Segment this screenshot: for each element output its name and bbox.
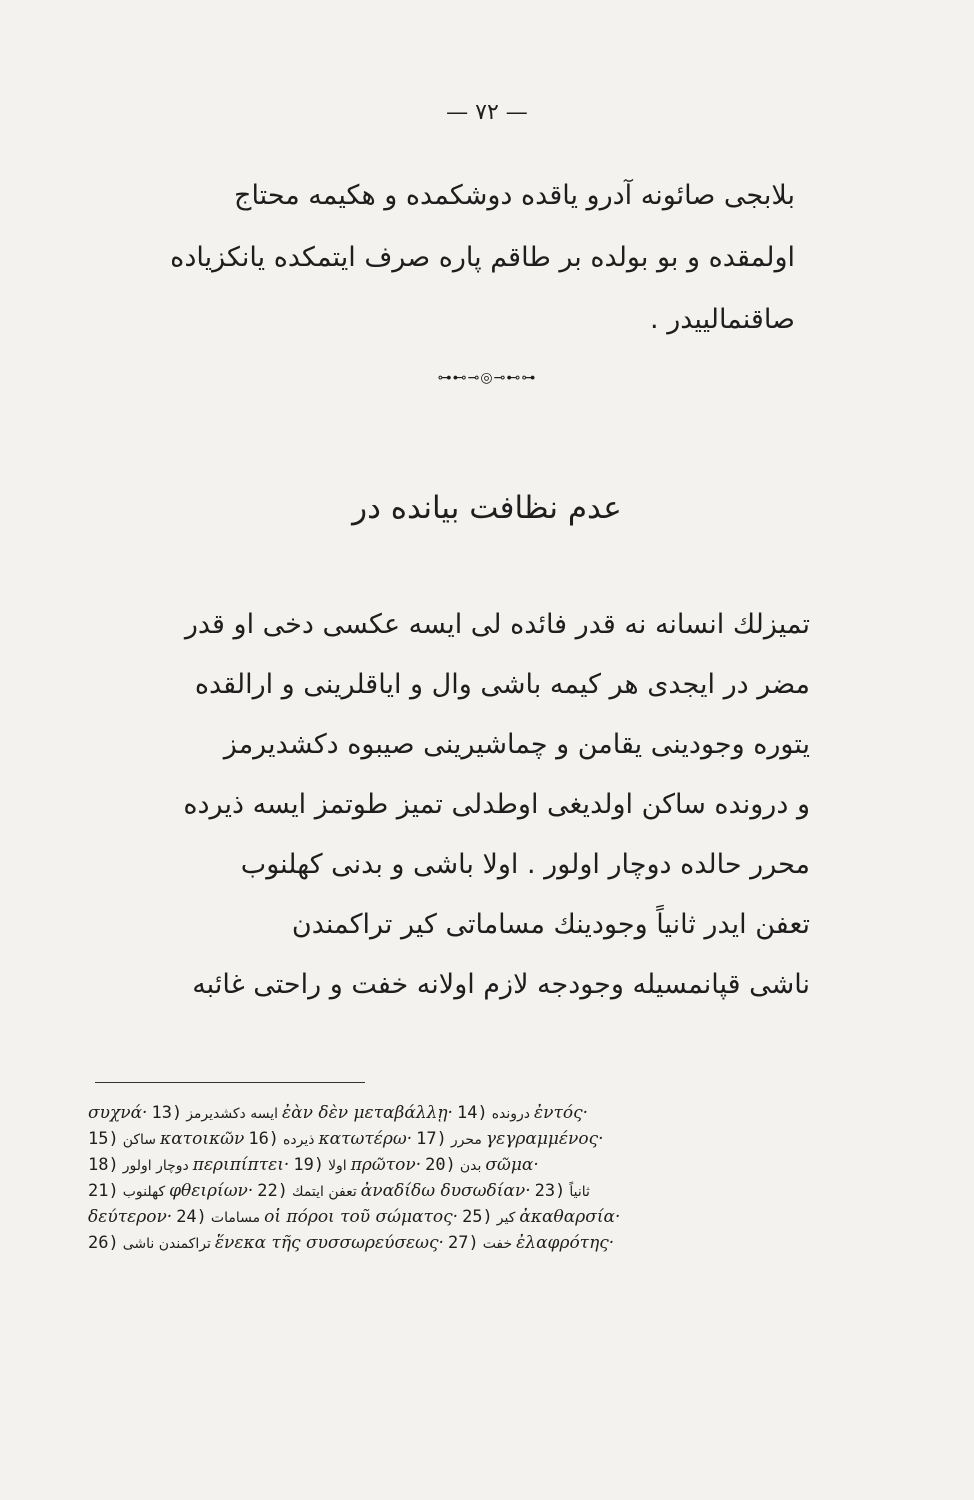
- footnote-number: 25): [462, 1207, 493, 1227]
- footnote-number: 19): [293, 1155, 325, 1175]
- footnote-term: ساكن: [122, 1132, 157, 1148]
- footnote-translation: κατοικῶν: [160, 1129, 245, 1149]
- text-line: بلابجى صائونه آدرو ياقده دوشكمده و هكيمه محتاج: [234, 180, 795, 211]
- footnote-translation: περιπίπτει·: [192, 1155, 290, 1175]
- paragraph-continued: [95, 165, 795, 351]
- footnote-term: خفت: [482, 1236, 513, 1252]
- footnote-translation: ἕνεκα τῆς συσσωρεύσεως·: [214, 1233, 444, 1253]
- footnote-term: تعفن ايتمك: [292, 1184, 357, 1200]
- footnote-number: 23): [534, 1181, 566, 1201]
- footnote-translation: δεύτερον·: [88, 1207, 173, 1227]
- footnote-term: محرر: [450, 1132, 482, 1148]
- footnote-term: درونده: [491, 1106, 531, 1122]
- footnote-number: 14): [456, 1103, 488, 1123]
- footnote-term: بدن: [459, 1158, 482, 1174]
- footnote-term: اولا: [328, 1158, 347, 1174]
- text-line: اولمقده و بو بولده بر طاقم پاره صرف ايتمكده يانكزياده: [170, 242, 795, 273]
- footnote-number: 18): [88, 1155, 119, 1175]
- footnote-term: تراكمندن ناشى: [122, 1236, 211, 1252]
- footnote-number: 21): [88, 1181, 119, 1201]
- footnote-number: 26): [88, 1233, 119, 1253]
- footnotes: [88, 1100, 808, 1256]
- footnote-number: 22): [257, 1181, 289, 1201]
- footnote-translation: πρῶτον·: [350, 1155, 422, 1175]
- text-line: تميزلك انسانه نه قدر فائده لى ايسه عكسى دخى او قدر: [184, 609, 810, 640]
- footnote-line: [88, 1178, 808, 1204]
- footnote-line: [88, 1126, 808, 1152]
- footnote-translation: ἐὰν δὲν μεταβάλλῃ·: [282, 1103, 453, 1123]
- text-line: صاقنمالييدر .: [650, 304, 795, 335]
- footnote-translation: οἱ πόροι τοῦ σώματος·: [264, 1207, 459, 1227]
- footnote-line: [88, 1230, 808, 1256]
- body-paragraph: [95, 595, 810, 1015]
- footnote-translation: κατωτέρω·: [318, 1129, 413, 1149]
- footnote-number: 24): [176, 1207, 207, 1227]
- text-line: محرر حالده دوچار اولور . اولا باشى و بدنى كهلنوب: [240, 849, 810, 880]
- footnote-separator: [95, 1082, 365, 1083]
- footnote-translation: ἐντός·: [534, 1103, 589, 1123]
- footnote-translation: σῶμα·: [485, 1155, 539, 1175]
- footnote-line: [88, 1100, 808, 1126]
- footnote-number: 15): [88, 1129, 119, 1149]
- footnote-translation: ἀναδίδω δυσωδίαν·: [360, 1181, 531, 1201]
- footnote-number: 20): [425, 1155, 456, 1175]
- footnote-number: 17): [416, 1129, 447, 1149]
- footnote-line: [88, 1204, 808, 1230]
- footnote-number: 27): [447, 1233, 479, 1253]
- page-number: — ٧٢ —: [446, 100, 528, 125]
- footnote-translation: ἐλαφρότης·: [516, 1233, 615, 1253]
- footnote-number: 13): [151, 1103, 183, 1123]
- footnote-translation: συχνά·: [88, 1103, 148, 1123]
- footnote-translation: ἀκαθαρσία·: [519, 1207, 621, 1227]
- text-line: مضر در ايجدى هر كيمه باشى وال و اياقلرينى و ارالقده: [194, 669, 810, 700]
- footnote-term: كهلنوب: [122, 1184, 166, 1200]
- footnote-term: دوچار اولور: [122, 1158, 189, 1174]
- footnote-term: مسامات: [210, 1210, 261, 1226]
- footnote-term: كير: [496, 1210, 516, 1226]
- footnote-line: [88, 1152, 808, 1178]
- section-heading: عدم نظافت بيانده در: [352, 490, 622, 526]
- footnote-term: ايسه دكشديرمز: [186, 1106, 279, 1122]
- text-line: ناشى قپانمسيله وجودجه لازم اولانه خفت و راحتى غائبه: [192, 969, 810, 1000]
- footnote-number: 16): [248, 1129, 280, 1149]
- footnote-term: ثانياً: [569, 1184, 590, 1200]
- text-line: يتوره وجودينى يقامن و چماشيرينى صيبوه دكشديرمز: [223, 729, 810, 760]
- footnote-translation: γεγραμμένος·: [485, 1129, 604, 1149]
- ornament-divider: ⊶⊷⊸◎⊸⊷⊶: [437, 370, 537, 386]
- footnote-translation: φθειρίων·: [169, 1181, 254, 1201]
- text-line: تعفن ايدر ثانياً وجودينك مساماتى كير تراكمندن: [291, 909, 810, 940]
- footnote-term: ذيرده: [283, 1132, 315, 1148]
- text-line: و درونده ساكن اولديغى اوطدلى تميز طوتمز ايسه ذيرده: [183, 789, 810, 820]
